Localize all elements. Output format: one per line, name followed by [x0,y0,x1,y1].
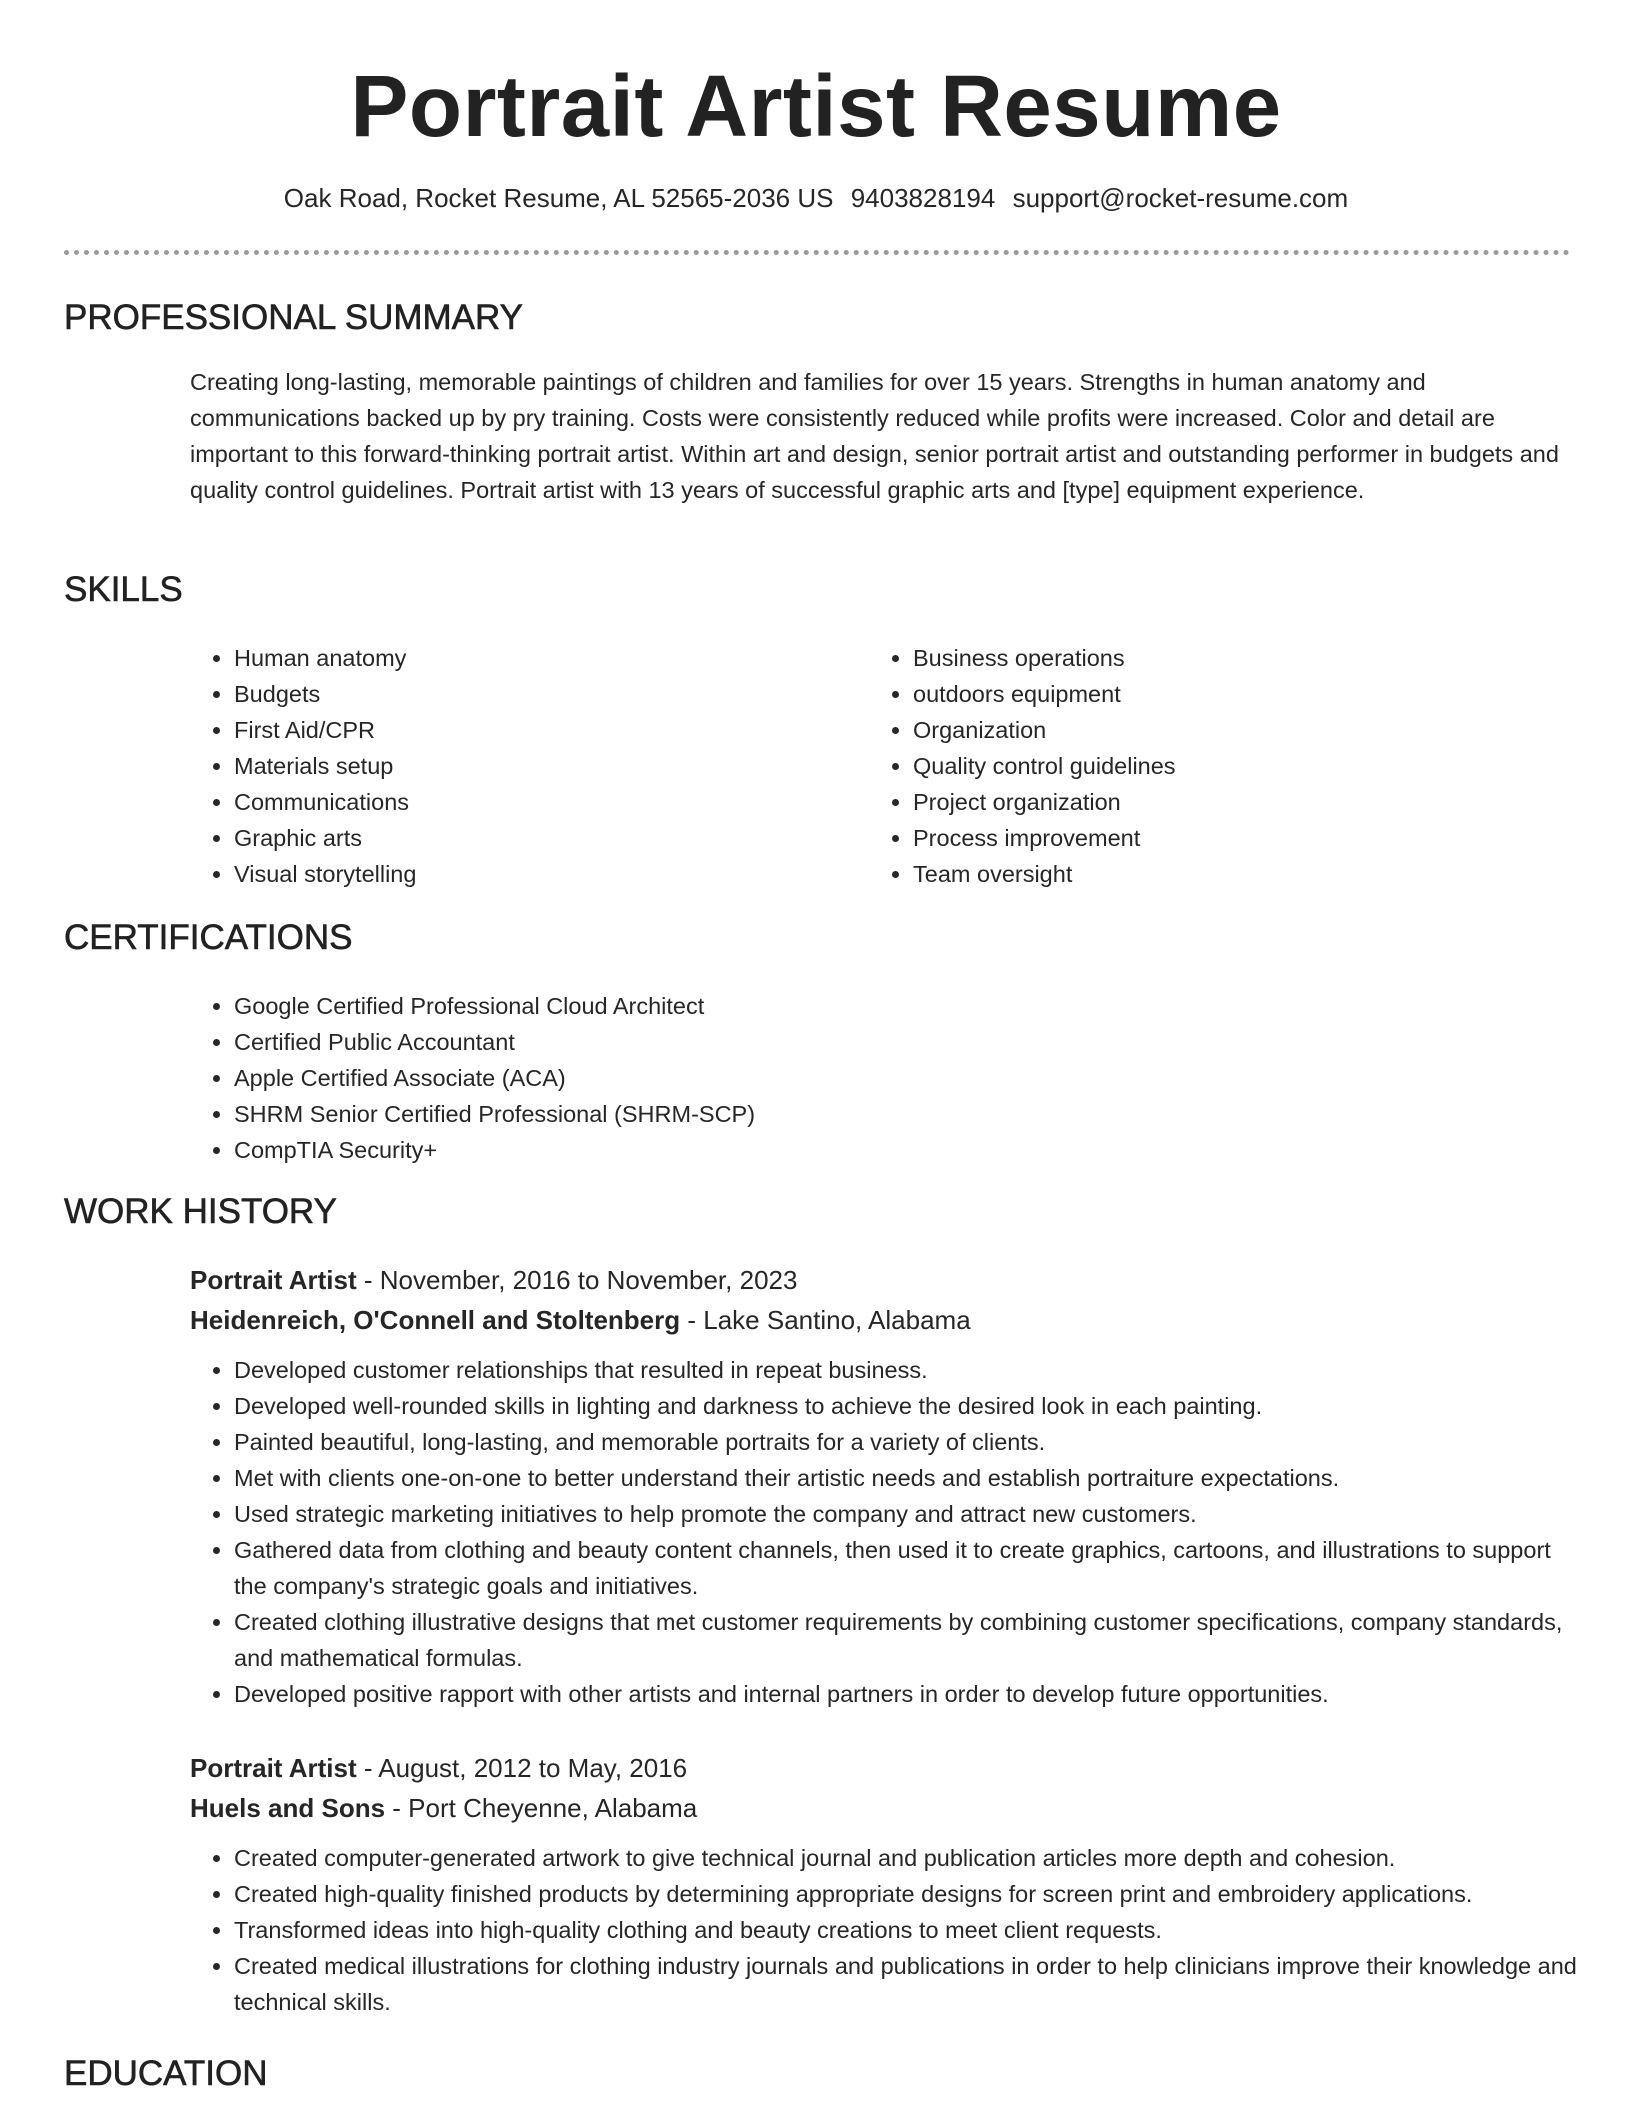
contact-email: support@rocket-resume.com [1012,183,1349,213]
skill-item: • Materials setup [234,748,830,784]
job-bullet: • Created high-quality finished products by determining appropriate designs for screen print and embroidery applications. [234,1876,1580,1912]
job-bullets [190,1352,1580,1712]
job-location: - Lake Santino, Alabama [687,1305,971,1335]
skills-right-column [869,640,1509,892]
contact-address: Oak Road, Rocket Resume, AL 52565-2036 US [283,183,834,213]
certifications-block [190,988,1570,1168]
job-bullet: • Created clothing illustrative designs that met customer requirements by combining customer specifications, company standards, and mathematical formulas. [234,1604,1580,1676]
certification-item: • Certified Public Accountant [234,1024,1570,1060]
skill-item: • First Aid/CPR [234,712,830,748]
job-dates: - November, 2016 to November, 2023 [363,1265,798,1295]
job-role: Portrait Artist [190,1265,357,1295]
job-location: - Port Cheyenne, Alabama [392,1793,698,1823]
certifications-list [190,988,1570,1168]
resume-title: Portrait Artist Resume [350,58,1282,155]
skill-item: • Communications [234,784,830,820]
certification-item: • CompTIA Security+ [234,1132,1570,1168]
job-bullet: • Developed customer relationships that resulted in repeat business. [234,1352,1580,1388]
job-bullet: • Transformed ideas into high-quality clothing and beauty creations to meet client requests. [234,1912,1580,1948]
certifications-heading: CERTIFICATIONS [64,918,353,957]
certification-item: • SHRM Senior Certified Professional (SHRM-SCP) [234,1096,1570,1132]
job-bullet: • Painted beautiful, long-lasting, and memorable portraits for a variety of clients. [234,1424,1580,1460]
job-bullet: • Used strategic marketing initiatives to help promote the company and attract new customers. [234,1496,1580,1532]
skill-item: • Quality control guidelines [913,748,1509,784]
job-company: Huels and Sons [190,1793,386,1823]
skill-item: • outdoors equipment [913,676,1509,712]
job-title-line [190,1260,1580,1300]
job-bullet: • Created medical illustrations for clothing industry journals and publications in order to help clinicians improve their knowledge and technical skills. [234,1948,1580,2020]
job-bullet: • Met with clients one-on-one to better understand their artistic needs and establish portraiture expectations. [234,1460,1580,1496]
education-heading: EDUCATION [64,2054,268,2093]
job-company: Heidenreich, O'Connell and Stoltenberg [190,1305,681,1335]
job-bullet: • Developed well-rounded skills in lighting and darkness to achieve the desired look in each painting. [234,1388,1580,1424]
certification-item: • Google Certified Professional Cloud Architect [234,988,1570,1024]
skill-item: • Organization [913,712,1509,748]
certification-item: • Apple Certified Associate (ACA) [234,1060,1570,1096]
skill-item: • Project organization [913,784,1509,820]
contact-phone: 9403828194 [850,183,996,213]
job-entry [190,1260,1580,1712]
job-dates: - August, 2012 to May, 2016 [363,1753,688,1783]
contact-line [0,178,1632,218]
skills-right-list [869,640,1509,892]
summary-text: Creating long-lasting, memorable paintings of children and families for over 15 years. Strengths in human anatomy and communications backed up by pry training. Costs were consistently reduced while profits were increased. Color and detail are important to this forward-thinking portrait artist. Within art and design, senior portrait artist and outstanding performer in budgets and quality control guidelines. Portrait artist with 13 years of successful graphic arts and [type] equipment experience. [190,369,1559,503]
job-company-line [190,1300,1580,1340]
skill-item: • Human anatomy [234,640,830,676]
skill-item: • Budgets [234,676,830,712]
job-entry [190,1748,1580,2020]
skill-item: • Team oversight [913,856,1509,892]
header-divider [64,250,1570,255]
job-company-line [190,1788,1580,1828]
work-history-heading: WORK HISTORY [64,1192,337,1231]
job-bullet: • Gathered data from clothing and beauty content channels, then used it to create graphics, cartoons, and illustrations to support the company's strategic goals and initiatives. [234,1532,1580,1604]
job-title-line [190,1748,1580,1788]
skill-item: • Visual storytelling [234,856,830,892]
skill-item: • Graphic arts [234,820,830,856]
skills-left-list [190,640,830,892]
skill-item: • Process improvement [913,820,1509,856]
job-bullets [190,1840,1580,2020]
skills-left-column [190,640,830,892]
job-bullet: • Developed positive rapport with other artists and internal partners in order to develop future opportunities. [234,1676,1580,1712]
job-bullet: • Created computer-generated artwork to give technical journal and publication articles more depth and cohesion. [234,1840,1580,1876]
skill-item: • Business operations [913,640,1509,676]
summary-heading: PROFESSIONAL SUMMARY [64,298,523,337]
skills-heading: SKILLS [64,570,183,609]
job-role: Portrait Artist [190,1753,357,1783]
